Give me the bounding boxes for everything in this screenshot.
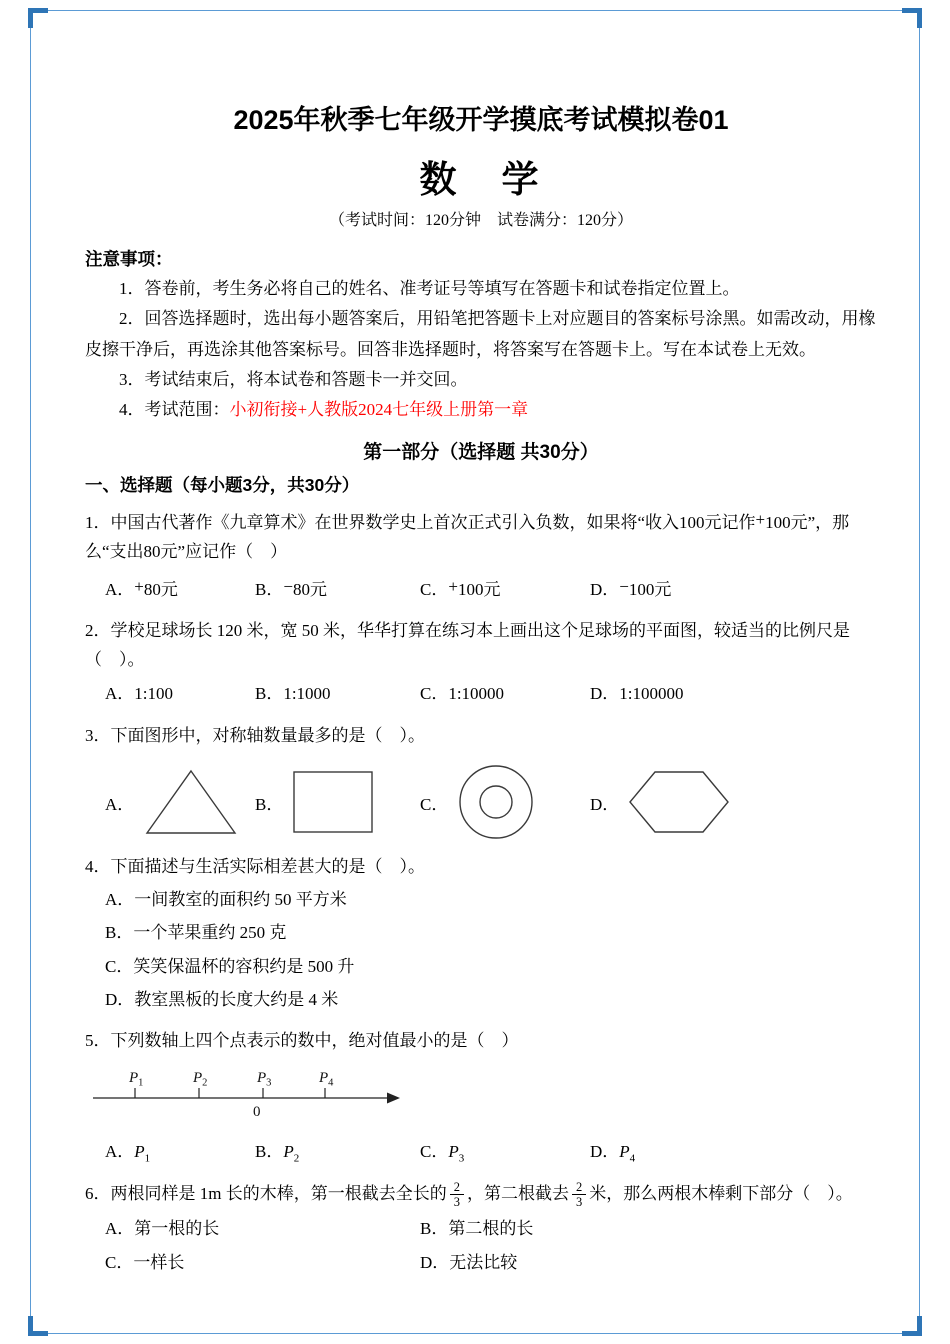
q4-stem: 4．下面描述与生活实际相差甚大的是（ ）。	[85, 857, 425, 877]
numberline-label-zero: 0	[253, 1104, 261, 1121]
q5-option-b-label: B．	[255, 1142, 284, 1162]
notice-item-3: 3．考试结束后，将本试卷和答题卡一并交回。	[119, 369, 468, 389]
q1-text-4: 元”应记作（ ）	[160, 542, 288, 562]
exam-meta: （考试时间：120分钟 试卷满分：120分）	[328, 212, 633, 229]
q5-option-b	[255, 1136, 420, 1169]
q1-option-c	[420, 571, 590, 606]
q1-option-a-unit: 元	[160, 579, 178, 599]
q4-option-c: C．笑笑保温杯的容积约是 500 升	[105, 956, 355, 976]
square-icon	[291, 769, 375, 835]
q1-option-c-label: C．	[420, 579, 449, 599]
q1-plus-sign: +	[755, 510, 766, 530]
q3-option-c-label: C．	[420, 794, 449, 814]
q5-option-a-sub: 1	[144, 1152, 151, 1165]
q6-text-2: ，第二根截去	[466, 1184, 569, 1204]
notice-item-2: 2．回答选择题时，选出每小题答案后，用铅笔把答题卡上对应题目的答案标号涂黑。如需改动，用橡皮擦干净后，再选涂其他答案标号。回答非选择题时，将答案写在答题卡上。写在本试卷上无效。	[85, 309, 876, 359]
q5-option-b-sub: 2	[293, 1152, 300, 1165]
question-6	[85, 1179, 877, 1279]
section1-title: 第一部分（选择题 共30分）	[363, 442, 599, 464]
subject-title: 数 学	[419, 159, 543, 200]
q6-option-b: B．第二根的长	[420, 1218, 534, 1238]
numberline-label-p2: $P_2$	[193, 1070, 208, 1089]
fraction-1-denominator: 3	[453, 1195, 460, 1210]
fraction-2-denominator: 3	[575, 1195, 583, 1210]
q3-option-a-label: A．	[105, 794, 135, 814]
q4-option-b: B．一个苹果重约 250 克	[105, 923, 287, 943]
triangle-icon	[142, 766, 240, 838]
frame-corner-top-left	[28, 8, 48, 28]
q1-option-c-num: 100	[457, 579, 484, 599]
question-2	[85, 616, 877, 711]
q5-option-d-var: P	[619, 1142, 630, 1162]
q6-option-a: A．第一根的长	[105, 1218, 220, 1238]
question-4	[85, 852, 877, 1016]
q1-option-c-unit: 元	[483, 579, 501, 599]
q2-option-a: A．1:100	[105, 684, 173, 704]
q1-option-b-label: B．	[255, 579, 284, 599]
q5-option-d-sub: 4	[629, 1152, 636, 1165]
q3-option-d	[590, 768, 877, 836]
q2-option-c: C．1:10000	[420, 684, 505, 704]
question-3	[85, 721, 877, 842]
q1-option-b-sign: −	[283, 576, 293, 596]
q6-text-3: 米，那么两根木棒剩下部分（ ）。	[589, 1184, 853, 1204]
numberline-label-p1: $P_1$	[129, 1070, 144, 1089]
q1-num-80: 80	[143, 542, 161, 562]
q1-option-d	[590, 571, 877, 606]
q3-options	[85, 762, 877, 842]
q3-option-d-label: D．	[590, 794, 620, 814]
number-line-figure	[91, 1065, 401, 1121]
q1-option-d-num: 100	[628, 579, 655, 599]
q1-option-a-sign: +	[134, 576, 144, 596]
q1-option-c-sign: +	[448, 576, 458, 596]
notice-heading: 注意事项：	[85, 249, 173, 269]
q1-stem	[85, 505, 877, 566]
notice-item-4-prefix: 4．考试范围：	[119, 400, 230, 419]
q1-option-d-sign: −	[619, 576, 629, 596]
q2-options	[85, 678, 877, 710]
fraction-1-numerator: 2	[450, 1180, 464, 1195]
q1-option-b-num: 80	[292, 579, 310, 599]
q5-stem: 5．下列数轴上四个点表示的数中，绝对值最小的是（ ）	[85, 1030, 519, 1050]
fraction-two-thirds-2	[572, 1180, 586, 1210]
q6-stem	[85, 1179, 877, 1209]
q2-option-d: D．1:100000	[590, 684, 684, 704]
q5-option-d-label: D．	[590, 1142, 620, 1162]
q5-option-c	[420, 1136, 590, 1169]
frame-corner-top-right	[902, 8, 922, 28]
q5-option-a	[105, 1136, 255, 1169]
q5-option-c-label: C．	[420, 1142, 449, 1162]
exam-paper	[85, 98, 877, 1290]
q3-stem: 3．下面图形中，对称轴数量最多的是（ ）。	[85, 725, 425, 745]
q5-option-a-label: A．	[105, 1142, 135, 1162]
q1-text-3: 元”，那么“支出	[85, 513, 850, 562]
q3-option-b-label: B．	[255, 794, 284, 814]
q1-option-a	[105, 571, 255, 606]
notice-item-1: 1．答卷前，考生务必将自己的姓名、准考证号等填写在答题卡和试卷指定位置上。	[119, 279, 740, 298]
q3-option-c	[420, 762, 590, 842]
q6-option-d: D．无法比较	[420, 1252, 518, 1272]
q2-option-b: B．1:1000	[255, 684, 331, 704]
q1-option-d-unit: 元	[654, 579, 672, 599]
numberline-label-p4: $P_4$	[319, 1070, 334, 1089]
q1-option-b-unit: 元	[309, 579, 327, 599]
q3-option-a	[105, 766, 255, 838]
q5-option-c-sub: 3	[458, 1152, 465, 1165]
fraction-2-numerator: 2	[572, 1180, 586, 1195]
q5-option-c-var: P	[448, 1142, 459, 1162]
q5-option-d	[590, 1136, 877, 1169]
q1-text-2: 元记作	[704, 513, 756, 533]
q1-num-100b: 100	[765, 513, 791, 533]
q3-option-b	[255, 769, 420, 835]
q5-option-b-var: P	[283, 1142, 294, 1162]
q1-options	[85, 571, 877, 606]
frame-corner-bottom-left	[28, 1316, 48, 1336]
q2-stem: 2．学校足球场长 120 米，宽 50 米，华华打算在练习本上画出这个足球场的平面图，较适当的比例尺是（ ）。	[85, 621, 850, 670]
q1-text-1: 1．中国古代著作《九章算术》在世界数学史上首次正式引入负数，如果将“收入	[85, 513, 680, 533]
q5-option-a-var: P	[134, 1142, 145, 1162]
notice-section	[85, 246, 877, 425]
q1-num-100a: 100	[679, 513, 705, 533]
q6-options	[85, 1212, 877, 1280]
q6-text-1: 6．两根同样是 1m 长的木棒，第一根截去全长的	[85, 1184, 447, 1204]
question-1	[85, 505, 877, 606]
exam-scope-highlight: 小初衔接+人教版2024七年级上册第一章	[229, 400, 529, 419]
q4-option-a: A．一间教室的面积约 50 平方米	[105, 890, 347, 910]
q6-option-c: C．一样长	[105, 1252, 185, 1272]
concentric-circles-icon	[456, 762, 536, 842]
notice-item-4	[85, 395, 877, 425]
q1-option-a-label: A．	[105, 579, 135, 599]
q5-options	[85, 1136, 877, 1169]
q4-option-d: D．教室黑板的长度大约是 4 米	[105, 989, 339, 1009]
choice-section-heading: 一、选择题（每小题3分，共30分）	[85, 475, 360, 496]
exam-title: 2025年秋季七年级开学摸底考试模拟卷01	[233, 105, 729, 135]
frame-corner-bottom-right	[902, 1316, 922, 1336]
q1-option-a-num: 80	[143, 579, 161, 599]
q1-option-b	[255, 571, 420, 606]
numberline-label-p3: $P_3$	[257, 1070, 272, 1089]
question-5	[85, 1026, 877, 1170]
fraction-two-thirds-1	[450, 1180, 464, 1210]
hexagon-icon	[627, 768, 731, 836]
q1-option-d-label: D．	[590, 579, 620, 599]
